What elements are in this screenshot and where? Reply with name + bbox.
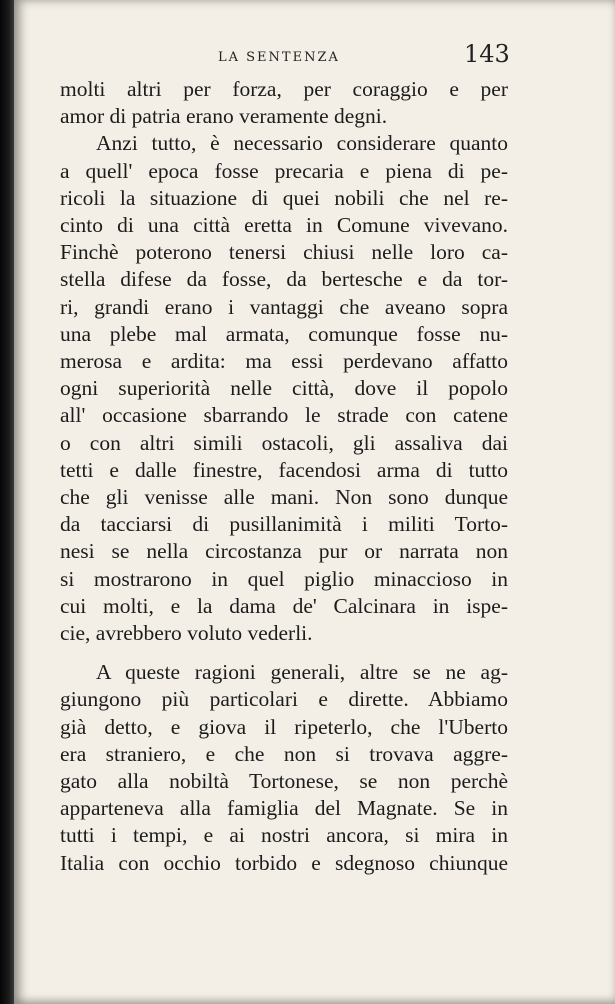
text-line: A queste ragioni generali, altre se ne ag- [96,660,508,685]
text-line: gato alla nobiltà Tortonese, se non perchè [60,769,508,794]
text-line: o con altri simili ostacoli, gli assaliva dai [60,430,508,455]
text-line: stella difese da fosse, da bertesche e da tor- [60,267,508,292]
paragraph [60,76,508,130]
book-page [14,0,615,1004]
text-line: da tacciarsi di pusillanimità i militi Torto- [60,512,508,537]
text-line: era straniero, e che non si trovava aggre- [60,741,508,766]
text-line: una plebe mal armata, comunque fosse nu- [60,321,508,346]
text-line: molti altri per forza, per coraggio e per [60,77,508,101]
text-line: Anzi tutto, è necessario considerare quanto [96,131,508,156]
text-line: ogni superiorità nelle città, dove il popolo [60,376,508,401]
page-header [14,40,615,70]
text-line: giungono più particolari e dirette. Abbiamo [60,687,508,712]
book-binding-edge [0,0,14,1004]
text-line: tetti e dalle finestre, facendosi arma di tutto [60,457,508,482]
text-line: cinto di una città eretta in Comune vivevano. [60,213,508,238]
text-line: amor di patria erano veramente degni. [60,104,388,129]
text-line: ricoli la situazione di quei nobili che nel re- [60,185,508,210]
page-number: 143 [464,40,510,68]
text-line: Finchè poterono tenersi chiusi nelle loro ca- [60,240,508,265]
paragraph [60,130,508,647]
body-text [60,76,508,877]
text-line: all' occasione sbarrando le strade con catene [60,403,508,428]
paragraph [60,659,508,877]
text-line: si mostrarono in quel piglio minaccioso in [60,566,508,591]
text-line: cui molti, e la dama de' Calcinara in ispe- [60,593,508,618]
text-line: ri, grandi erano i vantaggi che aveano sopra [60,294,508,319]
paragraph-gap [60,647,508,659]
running-title: LA SENTENZA [218,50,340,65]
text-line: Italia con occhio torbido e sdegnoso chiunque [60,850,508,875]
text-line: che gli venisse alle mani. Non sono dunque [60,485,508,510]
text-line: già detto, e giova il ripeterlo, che l'Uberto [60,714,508,739]
text-line: tutti i tempi, e ai nostri ancora, si mira in [60,823,508,848]
text-line: merosa e ardita: ma essi perdevano affatto [60,349,508,374]
text-line: apparteneva alla famiglia del Magnate. Se in [60,796,508,821]
text-line: cie, avrebbero voluto vederli. [60,621,313,646]
text-line: nesi se nella circostanza pur or narrata non [60,539,508,564]
text-line: a quell' epoca fosse precaria e piena di pe- [60,158,508,183]
